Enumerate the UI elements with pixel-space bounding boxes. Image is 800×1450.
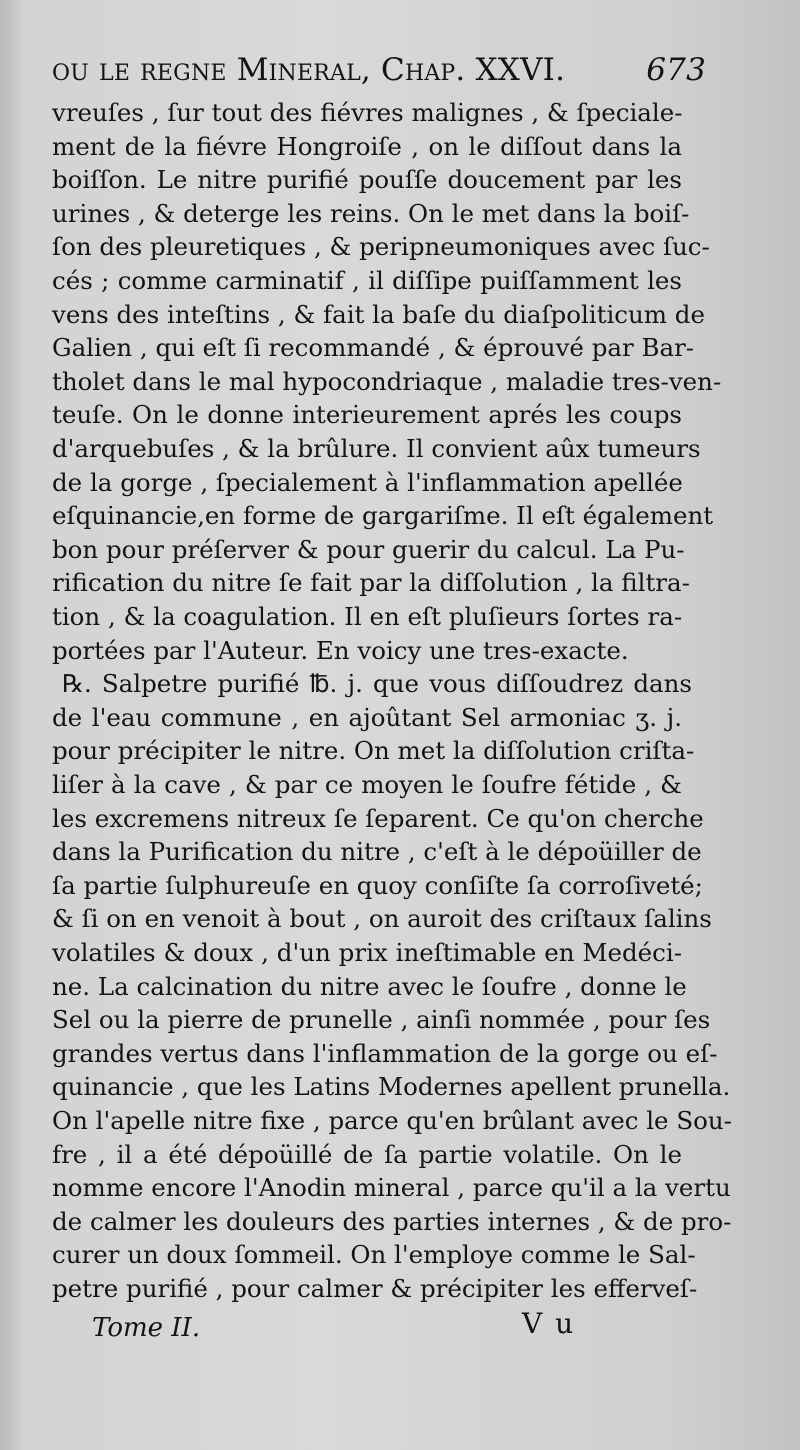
text-line: volatiles & doux , d'un prix ineſtimable en Medéci- — [52, 938, 682, 967]
text-line: urines , & deterge les reins. On le met dans la boiſ- — [52, 198, 690, 228]
text-line: portées par l'Auteur. En voicy une tres-exacte. — [52, 635, 629, 665]
text-line: & ſi on en venoit à bout , on auroit des criſtaux ſalins — [52, 904, 712, 934]
text-line: petre purifié , pour calmer & précipiter les efferveſ- — [52, 1274, 698, 1303]
text-line: de calmer les douleurs des parties internes , & de pro- — [52, 1206, 732, 1236]
text-line: teuſe. On le donne interieurement aprés les coups — [52, 400, 682, 430]
volume-label: Tome II. — [92, 1313, 201, 1343]
text-line: dans la Purification du nitre , c'eſt à le dépoüiller de — [52, 837, 702, 867]
text-line: Sel ou la pierre de prunelle , ainſi nommée , pour ſes — [52, 1005, 711, 1035]
text-line: quinancie , que les Latins Modernes apellent prunella. — [52, 1072, 731, 1102]
text-line: bon pour préſerver & pour guerir du calcul. La Pu- — [52, 534, 685, 564]
text-line: On l'apelle nitre fixe , parce qu'en brûlant avec le Sou- — [52, 1106, 732, 1135]
running-header — [52, 52, 706, 96]
text-line: ſon des pleuretiques , & peripneumoniques avec ſuc- — [52, 232, 710, 262]
text-line: fre , il a été dépoüillé de ſa partie volatile. On le — [52, 1139, 682, 1169]
text-line: d'arquebuſes , & la brûlure. Il convient aûx tumeurs — [52, 434, 701, 463]
text-line: ne. La calcination du nitre avec le ſoufre , donne le — [52, 971, 687, 1001]
text-line: nomme encore l'Anodin mineral , parce qu'il a la vertu — [52, 1173, 731, 1203]
text-line: les excremens nitreux ſe ſeparent. Ce qu'on cherche — [52, 803, 704, 833]
text-line: cés ; comme carminatif , il diſſipe puiſſamment les — [52, 266, 682, 295]
signature-mark: V u — [522, 1307, 576, 1340]
text-line: vreuſes , ſur tout des fiévres malignes , & ſpeciale- — [52, 98, 683, 127]
text-line: ſa partie ſulphureuſe en quoy conſiſte ſa corroſiveté; — [52, 870, 703, 900]
page-number: 673 — [646, 52, 706, 88]
text-line: tholet dans le mal hypocondriaque , maladie tres-ven- — [52, 366, 722, 396]
text-line: de la gorge , ſpecialement à l'inflammation apellée — [52, 467, 683, 497]
text-line: tion , & la coagulation. Il en eſt pluſieurs ſortes ra- — [52, 602, 683, 631]
text-line: Galien , qui eſt ſi recommandé , & éprouvé par Bar- — [52, 333, 695, 363]
text-line: de l'eau commune , en ajoûtant Sel armoniac ʒ. j. — [52, 702, 682, 732]
text-line: rification du nitre ſe fait par la diſſolution , la filtra- — [52, 568, 690, 598]
text-line: pour précipiter le nitre. On met la diſſolution criſta- — [52, 736, 695, 766]
text-line: vens des inteſtins , & fait la baſe du diaſpoliticum de — [52, 299, 705, 329]
text-line: curer un doux ſommeil. On l'employe comme le Sal- — [52, 1240, 696, 1270]
text-line: liſer à la cave , & par ce moyen le ſoufre fétide , & — [52, 770, 682, 799]
running-title: ou le regne Mineral, Chap. XXVI. — [52, 52, 566, 88]
text-line: boiſſon. Le nitre purifié pouſſe doucement par les — [52, 165, 682, 195]
text-line: ment de la fiévre Hongroiſe , on le diſſout dans la — [52, 131, 682, 161]
text-line: ℞. Salpetre purifié ℔. j. que vous diſſoudrez dans — [62, 669, 692, 699]
text-line: eſquinancie,en forme de gargariſme. Il eſt également — [52, 501, 714, 531]
text-line: grandes vertus dans l'inflammation de la gorge ou eſ- — [52, 1038, 718, 1068]
